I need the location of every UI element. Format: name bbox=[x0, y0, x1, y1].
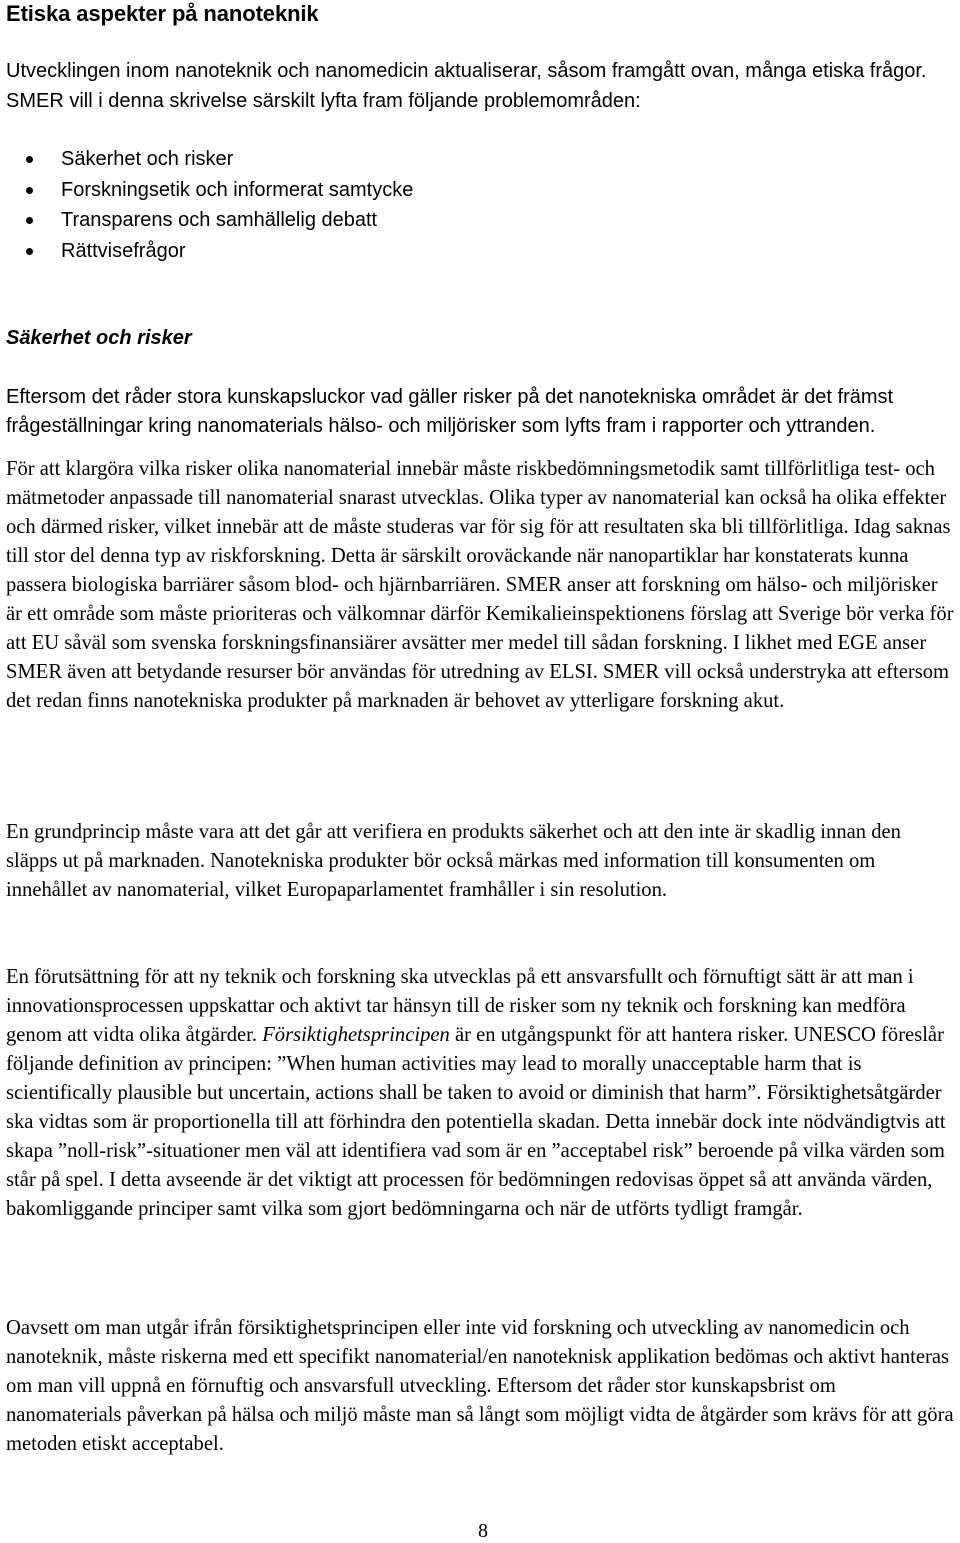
paragraph-2: För att klargöra vilka risker olika nanomaterial innebär måste riskbedömningsmetodik samt tillförlitliga test- och mätmetoder anpassade till nanomaterial snarast utvecklas. Olika typer av nanomaterial kan också ha olika effekter och därmed risker, vilket innebär att de måste studeras var för sig för att resultaten ska bli tillförlitliga. Idag saknas till stor del denna typ av riskforskning. Detta är särskilt oroväckande när nanopartiklar har konstaterats kunna passera biologiska barriärer såsom blod- och hjärnbarriären. SMER anser att forskning om hälso- och miljörisker är ett område som måste prioriteras och välkomnar därför Kemikalieinspektionens förslag att Sverige bör verka för att EU såväl som svenska forskningsfinansiärer avsätter mer medel till sådan forskning. I likhet med EGE anser SMER även att betydande resurser bör användas för utredning av ELSI. SMER vill också understryka att eftersom det redan finns nanotekniska produkter på marknaden är behovet av ytterligare forskning akut. bbox=[6, 458, 954, 712]
paragraph-3: En grundprincip måste vara att det går att verifiera en produkts säkerhet och att den inte är skadlig innan den släpps ut på marknaden. Nanotekniska produkter bör också märkas med information till konsumenten om innehållet av nanomaterial, vilket Europaparlamentet framhåller i sin resolution. bbox=[6, 821, 901, 901]
paragraph-4-rest: är en utgångspunkt för att hantera risker. UNESCO föreslår följande definition av principen: ”When human activities may lead to morally unacceptable harm that is scientifically plausible but uncertain, actions shall be taken to avoid or diminish that harm”. Försiktighetsåtgärder ska vidtas som är proportionella till att förhindra den potentiella skadan. Detta innebär dock inte nödvändigtvis att skapa ”noll-risk”-situationer men väl att identifiera vad som är en ”acceptabel risk” beroende på vilka värden som står på spel. I detta avseende är det viktigt att processen för bedömningen redovisas öppet så att använda värden, bakomliggande principer samt vilka som gjort bedömningarna och när de utförts tydligt framgår. bbox=[6, 1024, 946, 1220]
paragraph-1: Eftersom det råder stora kunskapsluckor vad gäller risker på det nanotekniska området är det främst frågeställningar kring nanomaterials hälso- och miljörisker som lyfts fram i rapporter och yttranden. bbox=[6, 386, 894, 437]
list-item: Säkerhet och risker bbox=[26, 144, 926, 175]
page-number: 8 bbox=[478, 1520, 488, 1542]
section-title: Etiska aspekter på nanoteknik bbox=[6, 1, 319, 26]
list-item: Forskningsetik och informerat samtycke bbox=[26, 175, 926, 206]
list-item: Transparens och samhällelig debatt bbox=[26, 205, 926, 236]
intro-paragraph: Utvecklingen inom nanoteknik och nanomedicin aktualiserar, såsom framgått ovan, många etiska frågor. SMER vill i denna skrivelse särskilt lyfta fram följande problemområden: bbox=[6, 60, 927, 112]
paragraph-5: Oavsett om man utgår ifrån försiktighetsprincipen eller inte vid forskning och utveckling av nanomedicin och nanoteknik, måste riskerna med ett specifikt nanomaterial/en nanoteknisk applikation bedömas och aktivt hanteras om man vill uppnå en förnuftig och ansvarsfull utveckling. Eftersom det råder stor kunskapsbrist om nanomaterials påverkan på hälsa och miljö måste man så långt som möjligt vidta de åtgärder som krävs för att göra metoden etiskt acceptabel. bbox=[6, 1317, 954, 1455]
problem-areas-list bbox=[26, 144, 926, 266]
precautionary-principle-term: Försiktighetsprincipen bbox=[262, 1024, 450, 1046]
subheading: Säkerhet och risker bbox=[6, 327, 192, 349]
paragraph-4-start: En förutsättning för att ny teknik och forskning ska utvecklas på ett ansvarsfullt och förnuftigt sätt är att man i innovationsprocessen uppskattar och aktivt tar hänsyn till de risker som ny teknik och forskning kan medföra genom att vidta olika åtgärder. bbox=[6, 966, 914, 1046]
paragraph-4 bbox=[6, 963, 956, 1224]
list-item: Rättvisefrågor bbox=[26, 236, 926, 267]
